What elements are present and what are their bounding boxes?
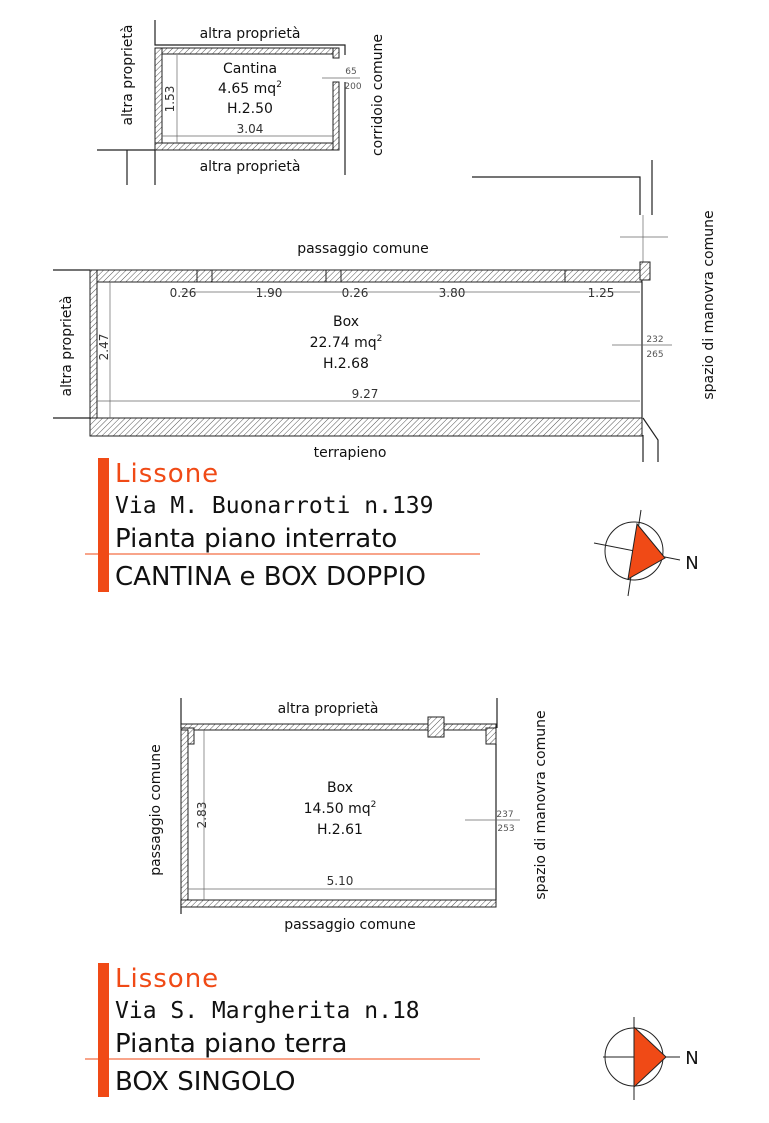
cantina-bottom-label: altra proprietà (199, 159, 301, 175)
box-doppio-door-jamb (640, 262, 650, 280)
box-doppio-height: H.2.68 (323, 356, 369, 372)
title-block-1-plan: Pianta piano interrato (115, 524, 398, 554)
north-label-1: N (685, 553, 699, 574)
title-block-2-address: Via S. Margherita n.18 (115, 998, 420, 1024)
box-doppio-pillar-2 (326, 270, 341, 282)
box-singolo-name: Box (326, 780, 354, 796)
box-doppio-wall-left (90, 270, 97, 418)
box-singolo-wall-corner-right (486, 728, 496, 744)
box-doppio-bottom-label: terrapieno (313, 445, 387, 461)
box-doppio-top-label: passaggio comune (297, 241, 429, 257)
box-singolo-right-label: spazio di manovra comune (533, 710, 549, 900)
box-doppio-name: Box (332, 314, 360, 330)
cantina-dim-height: 1.53 (163, 85, 177, 113)
north-arrow-icon (594, 510, 699, 596)
title-block-1-bar (98, 458, 109, 592)
cantina-left-label: altra proprietà (120, 24, 136, 126)
cantina-dim-width: 3.04 (236, 122, 264, 136)
title-block-1-address: Via M. Buonarroti n.139 (115, 493, 434, 519)
title-block-2-city: Lissone (115, 964, 220, 994)
box-doppio-dim-top-1: 0.26 (169, 286, 197, 300)
title-block-1-type: CANTINA e BOX DOPPIO (115, 562, 426, 592)
north-arrow-icon (603, 1017, 699, 1100)
title-block-1-city: Lissone (115, 459, 220, 489)
box-singolo-height: H.2.61 (317, 822, 363, 838)
box-doppio-dim-top-3: 0.26 (341, 286, 369, 300)
box-singolo-door-a: 237 (496, 810, 514, 820)
cantina-plan (97, 20, 386, 185)
title-block-2-type: BOX SINGOLO (115, 1067, 296, 1097)
box-doppio-outer-right-bottom (643, 418, 658, 462)
cantina-right-label: corridoio comune (370, 33, 386, 157)
box-doppio-area: 22.74 $mq^2$ (309, 334, 383, 351)
box-singolo-dim-width: 5.10 (326, 874, 354, 888)
box-singolo-bottom-label: passaggio comune (284, 917, 416, 933)
box-doppio-dim-top-4: 3.80 (438, 286, 466, 300)
box-singolo-door-b: 253 (497, 824, 515, 834)
maneuver-area-line (472, 177, 640, 215)
box-doppio-right-label: spazio di manovra comune (701, 210, 717, 400)
box-doppio-door-b: 265 (646, 350, 664, 360)
box-doppio-dim-height: 2.47 (97, 333, 111, 361)
box-doppio-dim-width: 9.27 (351, 387, 379, 401)
cantina-door-a: 65 (345, 67, 357, 77)
cantina-height: H.2.50 (227, 101, 273, 117)
cantina-wall-right-top (333, 48, 339, 58)
box-singolo-left-label: passaggio comune (148, 744, 164, 876)
cantina-wall-bottom (155, 143, 338, 150)
north-label-2: N (685, 1048, 699, 1069)
box-singolo-top-label: altra proprietà (277, 701, 379, 717)
title-block-2-plan: Pianta piano terra (115, 1029, 348, 1059)
box-doppio-pillar-3 (565, 270, 642, 282)
cantina-wall-top (155, 48, 338, 54)
title-block-1 (85, 458, 480, 592)
cantina-door-b: 200 (344, 82, 362, 92)
box-singolo-pillar (428, 717, 444, 737)
box-singolo-wall-top (181, 724, 496, 730)
box-doppio-plan (53, 160, 717, 462)
box-doppio-wall-top (90, 270, 642, 282)
box-doppio-wall-bottom (90, 418, 642, 436)
cantina-wall-left (155, 48, 162, 150)
box-singolo-dim-height: 2.83 (195, 801, 209, 829)
box-singolo-wall-left (181, 730, 188, 900)
cantina-top-label: altra proprietà (199, 26, 301, 42)
cantina-wall-right-bottom (333, 82, 339, 150)
title-block-2 (85, 963, 480, 1097)
box-doppio-pillar-1 (197, 270, 212, 282)
box-singolo-wall-bottom (181, 900, 496, 907)
cantina-name: Cantina (222, 61, 278, 77)
cantina-area: 4.65 $mq^2$ (218, 80, 282, 97)
box-doppio-dim-top-2: 1.90 (255, 286, 283, 300)
box-singolo-plan (148, 698, 549, 933)
box-doppio-door-a: 232 (646, 335, 664, 345)
box-doppio-left-label: altra proprietà (59, 295, 75, 397)
box-singolo-area: 14.50 $mq^2$ (303, 800, 377, 817)
box-doppio-dim-top-5: 1.25 (587, 286, 615, 300)
title-block-2-bar (98, 963, 109, 1097)
